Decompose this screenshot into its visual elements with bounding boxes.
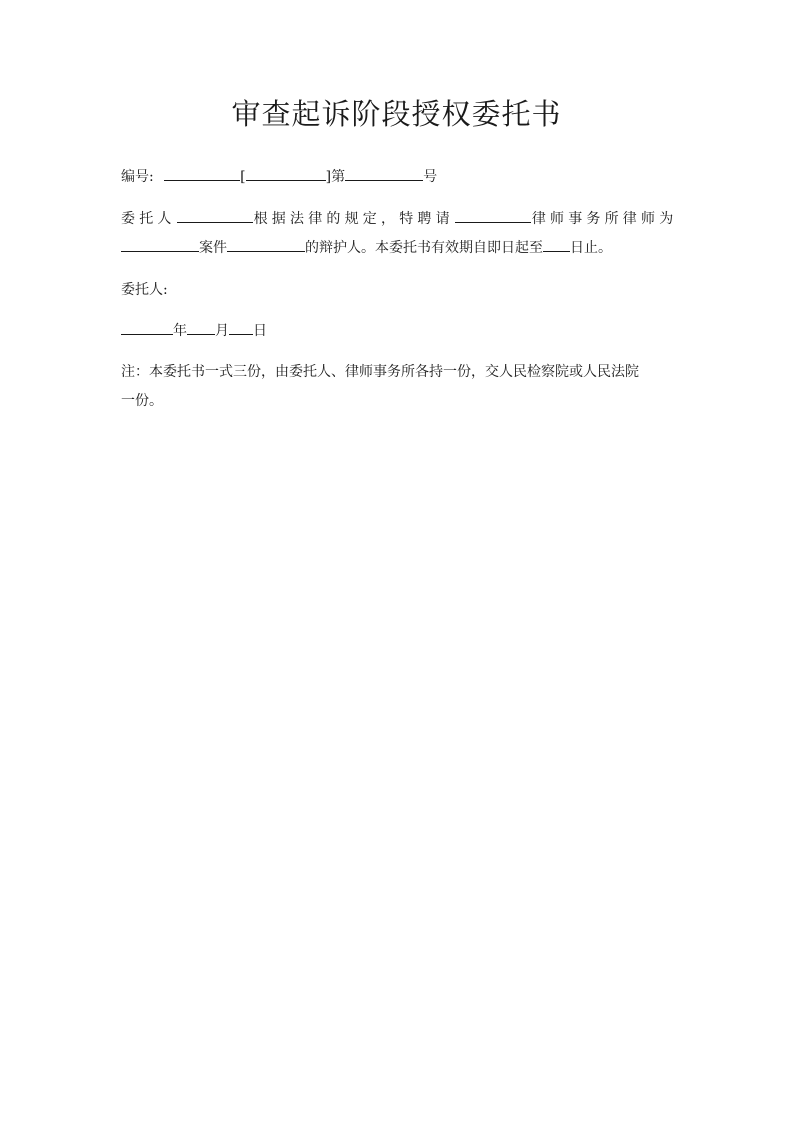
note-text-2: 一份。	[121, 393, 163, 409]
lawyer-name-blank[interactable]	[121, 237, 199, 252]
month-label: 月	[215, 323, 229, 339]
authorization-line-1	[121, 208, 677, 229]
number-blank-2[interactable]	[246, 166, 326, 181]
note-line-1	[121, 362, 639, 382]
year-label: 年	[173, 323, 187, 339]
end-date-blank[interactable]	[543, 237, 570, 252]
note-line-2	[121, 391, 163, 411]
day-label: 日	[253, 323, 267, 339]
number-blank-1[interactable]	[164, 166, 240, 181]
validity-end-text: 日止。	[570, 240, 612, 256]
principal-signature-label: 委托人:	[121, 282, 168, 298]
number-suffix: 号	[423, 169, 438, 185]
bracket-close: ]第	[325, 169, 346, 185]
number-blank-3[interactable]	[345, 166, 423, 181]
number-line	[121, 166, 437, 187]
day-blank[interactable]	[229, 320, 253, 335]
date-line	[121, 320, 267, 341]
validity-text: 的辩护人。本委托书有效期自即日起至	[305, 240, 543, 256]
bracket-open: [	[240, 169, 246, 185]
principal-name-blank[interactable]	[177, 208, 253, 223]
note-text-1: 注：本委托书一式三份，由委托人、律师事务所各持一份，交人民检察院或人民法院	[121, 364, 639, 380]
principal-text: 委托人	[121, 211, 176, 227]
number-label: 编号:	[121, 169, 154, 185]
law-text: 根据法律的规定，特聘请	[253, 211, 454, 227]
month-blank[interactable]	[187, 320, 215, 335]
authorization-line-2	[121, 237, 612, 258]
law-firm-blank[interactable]	[455, 208, 531, 223]
case-text: 案件	[199, 240, 227, 256]
firm-lawyer-text: 律师事务所律师为	[531, 211, 678, 227]
principal-signature-line	[121, 280, 168, 300]
year-blank[interactable]	[121, 320, 173, 335]
document-title: 审查起诉阶段授权委托书	[231, 97, 562, 131]
case-name-blank[interactable]	[227, 237, 305, 252]
